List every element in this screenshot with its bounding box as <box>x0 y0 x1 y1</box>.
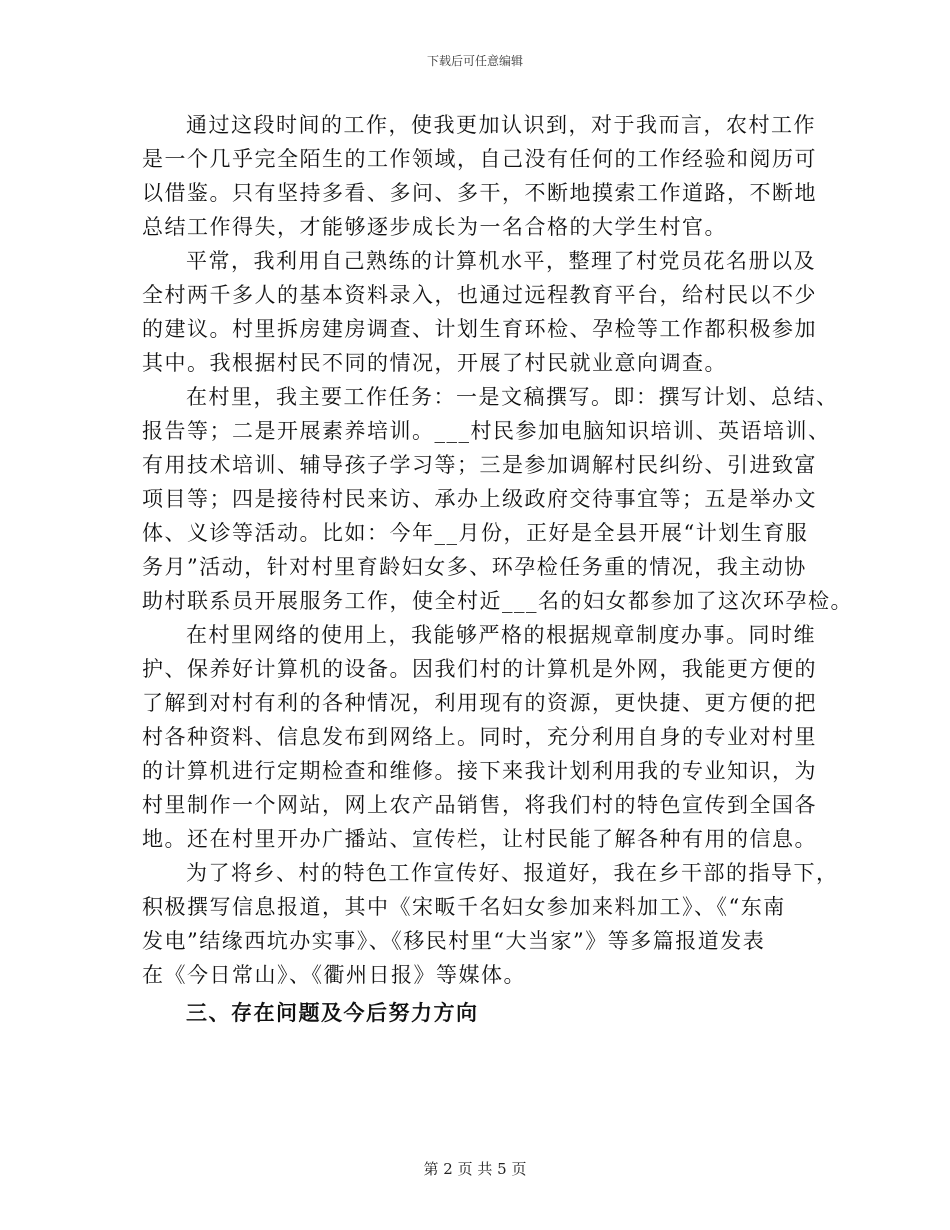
text-line: 村里制作一个网站，网上农产品销售，将我们村的特色宣传到全国各 <box>142 793 817 817</box>
text-line: 了解到对村有利的各种情况，利用现有的资源，更快捷、更方便的把 <box>142 691 817 715</box>
text-line: 总结工作得失，才能够逐步成长为一名合格的大学生村官。 <box>142 215 727 239</box>
text-line: 在《今日常山》、《衢州日报》等媒体。 <box>142 963 526 987</box>
text-line: 在村里网络的使用上，我能够严格的根据规章制度办事。同时维 <box>186 623 816 647</box>
text-line: 地。还在村里开办广播站、宣传栏，让村民能了解各种有用的信息。 <box>142 827 817 851</box>
text-line: 报告等；二是开展素养培训。___村民参加电脑知识培训、英语培训、 <box>142 419 831 443</box>
text-line: 的建议。村里拆房建房调查、计划生育环检、孕检等工作都积极参加 <box>142 317 817 341</box>
text-line: 以借鉴。只有坚持多看、多问、多干，不断地摸索工作道路，不断地 <box>142 181 817 205</box>
text-line: 的计算机进行定期检查和维修。接下来我计划利用我的专业知识，为 <box>142 759 817 783</box>
paragraph <box>142 618 822 856</box>
document-body <box>142 108 853 1030</box>
text-line: 在村里，我主要工作任务：一是文稿撰写。即：撰写计划、总结、 <box>186 385 839 409</box>
text-line: 是一个几乎完全陌生的工作领域，自己没有任何的工作经验和阅历可 <box>142 147 817 171</box>
text-line: 体、义诊等活动。比如：今年__月份，正好是全县开展“计划生育服 <box>142 521 809 545</box>
text-line: 其中。我根据村民不同的情况，开展了村民就业意向调查。 <box>142 351 727 375</box>
text-line: 护、保养好计算机的设备。因我们村的计算机是外网，我能更方便的 <box>142 657 817 681</box>
text-line: 通过这段时间的工作，使我更加认识到，对于我而言，农村工作 <box>186 113 816 137</box>
text-line: 全村两千多人的基本资料录入，也通过远程教育平台，给村民以不少 <box>142 283 817 307</box>
text-line: 助村联系员开展服务工作，使全村近___名的妇女都参加了这次环孕检。 <box>142 589 853 613</box>
paragraph <box>142 244 822 380</box>
text-line: 务月”活动，针对村里育龄妇女多、环孕检任务重的情况，我主动协 <box>142 555 807 579</box>
text-line: 积极撰写信息报道，其中《宋畈千名妇女参加来料加工》、《“东南 <box>142 895 786 919</box>
text-line: 有用技术培训、辅导孩子学习等；三是参加调解村民纠纷、引进致富 <box>142 453 817 477</box>
page-header: 下载后可任意编辑 <box>426 54 523 68</box>
text-line: 村各种资料、信息发布到网络上。同时，充分利用自身的专业对村里 <box>142 725 817 749</box>
text-line: 项目等；四是接待村民来访、承办上级政府交待事宜等；五是举办文 <box>142 487 817 511</box>
paragraph <box>142 856 839 992</box>
text-line: 发电”结缘西坑办实事》、《移民村里“大当家”》等多篇报道发表 <box>142 929 766 953</box>
paragraph <box>142 380 853 618</box>
section-heading: 三、存在问题及今后努力方向 <box>186 1000 479 1025</box>
text-line: 平常，我利用自己熟练的计算机水平，整理了村党员花名册以及 <box>186 249 816 273</box>
page-number: 第 2 页 共 5 页 <box>423 1160 527 1178</box>
paragraph <box>142 108 822 244</box>
text-line: 为了将乡、村的特色工作宣传好、报道好，我在乡干部的指导下， <box>186 861 839 885</box>
